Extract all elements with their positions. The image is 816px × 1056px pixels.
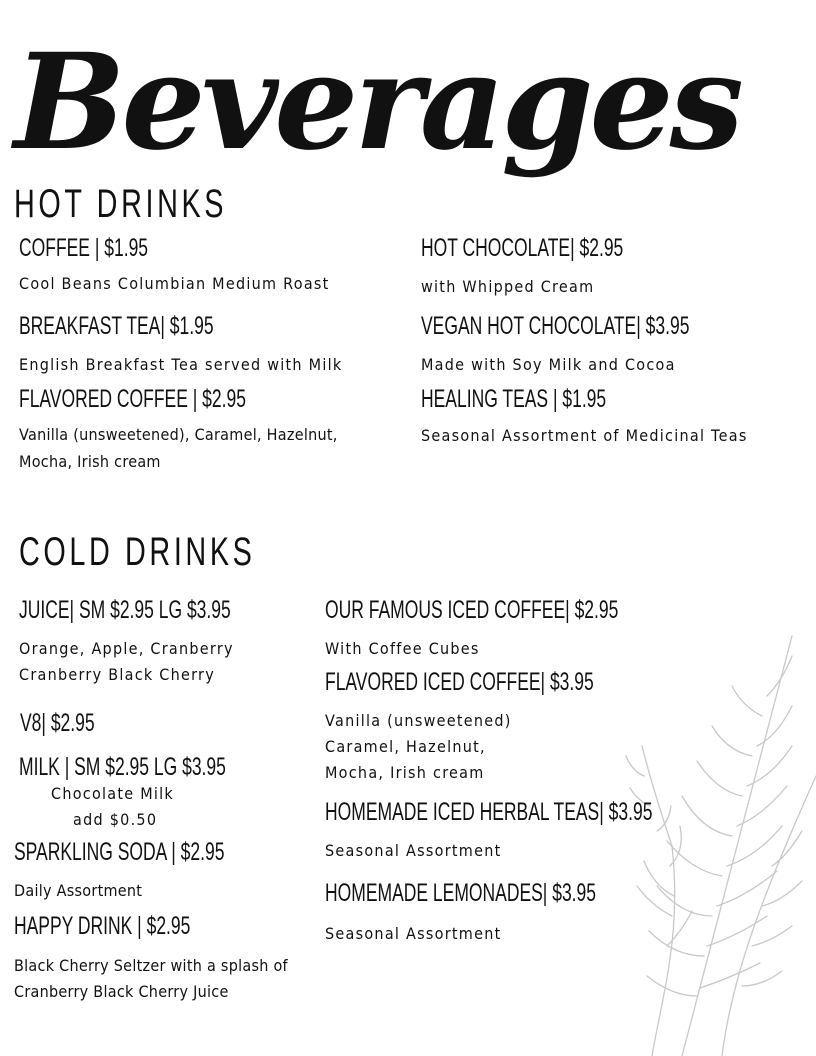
famous-iced-coffee-desc: With Coffee Cubes: [325, 639, 480, 658]
flavored-iced-coffee-desc-2: Caramel, Hazelnut,: [325, 737, 486, 756]
breakfast-tea-item: BREAKFAST TEA| $1.95: [19, 312, 214, 340]
juice-item: JUICE| SM $2.95 LG $3.95: [19, 596, 231, 624]
sparkling-soda-item: SPARKLING SODA | $2.95: [14, 838, 225, 866]
healing-teas-item: HEALING TEAS | $1.95: [421, 385, 607, 413]
milk-item: MILK | SM $2.95 LG $3.95: [19, 753, 226, 781]
milk-desc-1: Chocolate Milk: [51, 784, 175, 803]
vegan-hot-chocolate-desc: Made with Soy Milk and Cocoa: [421, 355, 676, 374]
happy-drink-desc-2: Cranberry Black Cherry Juice: [14, 982, 229, 1001]
breakfast-tea-desc: English Breakfast Tea served with Milk: [19, 355, 343, 374]
juice-desc-1: Orange, Apple, Cranberry: [19, 639, 234, 658]
lemonades-desc: Seasonal Assortment: [325, 924, 502, 943]
coffee-desc: Cool Beans Columbian Medium Roast: [19, 274, 330, 293]
hot-drinks-heading: HOT DRINKS: [14, 182, 228, 226]
famous-iced-coffee-item: OUR FAMOUS ICED COFFEE| $2.95: [325, 596, 619, 624]
vegan-hot-chocolate-item: VEGAN HOT CHOCOLATE| $3.95: [421, 312, 690, 340]
iced-herbal-teas-item: HOMEMADE ICED HERBAL TEAS| $3.95: [325, 798, 653, 826]
juice-desc-2: Cranberry Black Cherry: [19, 665, 216, 684]
rosemary-illustration: [612, 616, 816, 1056]
happy-drink-desc-1: Black Cherry Seltzer with a splash of: [14, 956, 288, 975]
flavored-iced-coffee-desc-1: Vanilla (unsweetened): [325, 711, 512, 730]
happy-drink-item: HAPPY DRINK | $2.95: [14, 912, 191, 940]
hot-chocolate-desc: with Whipped Cream: [421, 277, 595, 296]
flavored-coffee-desc-2: Mocha, Irish cream: [19, 452, 161, 471]
flavored-iced-coffee-desc-3: Mocha, Irish cream: [325, 763, 485, 782]
flavored-iced-coffee-item: FLAVORED ICED COFFEE| $3.95: [325, 668, 594, 696]
cold-drinks-heading: COLD DRINKS: [19, 530, 256, 574]
coffee-item: COFFEE | $1.95: [19, 234, 149, 262]
flavored-coffee-item: FLAVORED COFFEE | $2.95: [19, 385, 246, 413]
healing-teas-desc: Seasonal Assortment of Medicinal Teas: [421, 426, 748, 445]
iced-herbal-teas-desc: Seasonal Assortment: [325, 841, 502, 860]
milk-desc-2: add $0.50: [73, 810, 158, 829]
hot-chocolate-item: HOT CHOCOLATE| $2.95: [421, 234, 624, 262]
sparkling-soda-desc: Daily Assortment: [14, 881, 143, 900]
lemonades-item: HOMEMADE LEMONADES| $3.95: [325, 879, 597, 907]
v8-item: V8| $2.95: [20, 709, 95, 737]
page-title: Beverages: [14, 25, 740, 180]
flavored-coffee-desc-1: Vanilla (unsweetened), Caramel, Hazelnut,: [19, 425, 338, 444]
